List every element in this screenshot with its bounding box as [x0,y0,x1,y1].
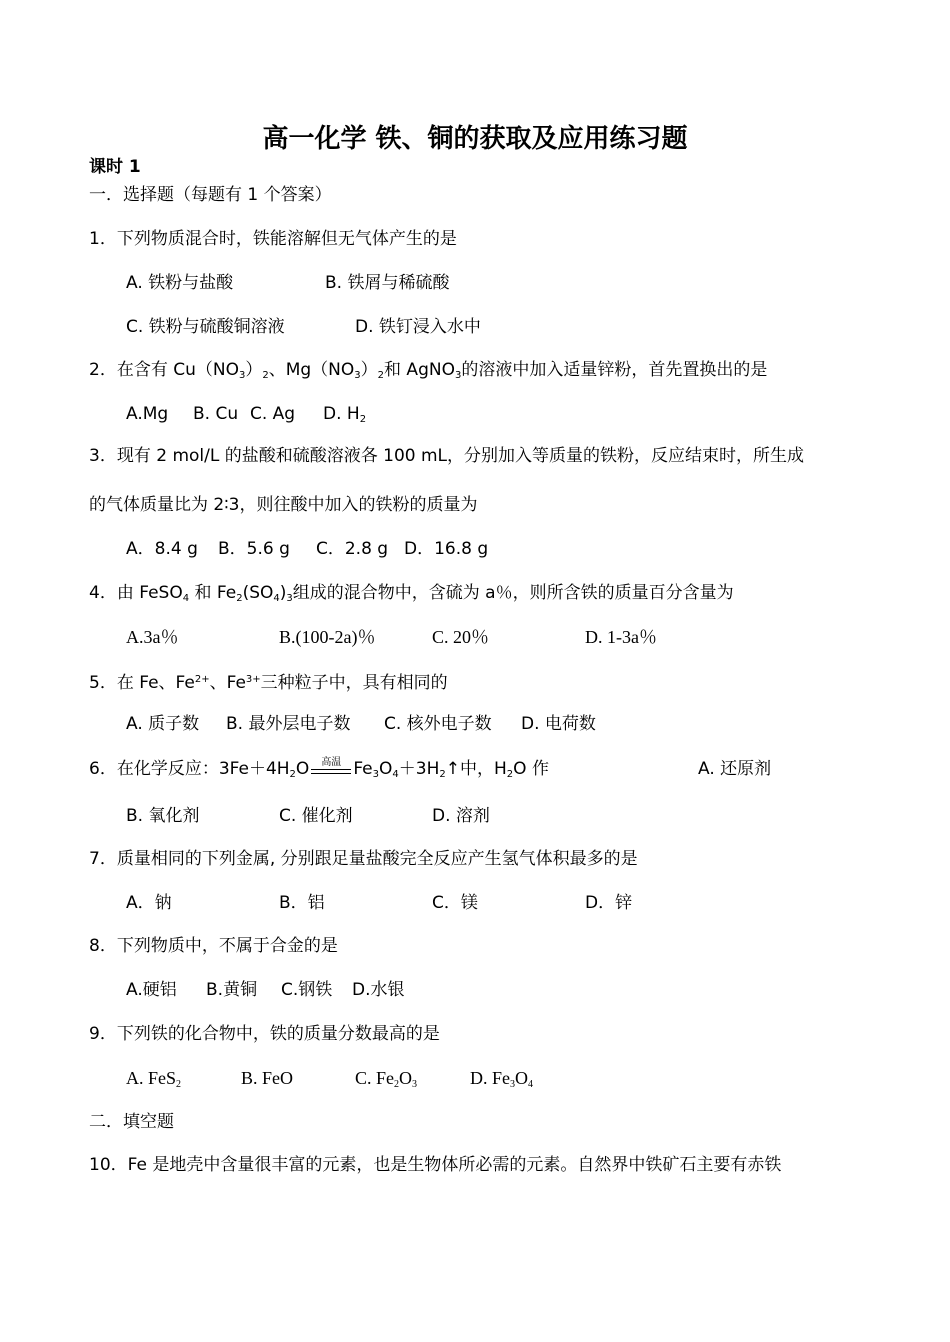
question-4-option-b: B.(100-2a)％ [279,627,376,647]
question-4-option-d: D. 1-3a％ [585,627,657,647]
question-6-option-a: A. 还原剂 [698,759,772,779]
question-2-option-d: D. $H_2$ [323,404,367,425]
question-9-option-c: C. $Fe_2O_3$ [355,1068,418,1090]
question-7-option-d: D．锌 [585,893,633,913]
question-3-option-c: C．2.8 g [316,539,389,559]
question-1-option-b: B. 铁屑与稀硫酸 [325,273,450,293]
reaction-condition-arrow: 高温 [309,760,353,778]
question-7-option-c: C．镁 [432,893,478,913]
question-5-option-c: C. 核外电子数 [384,714,492,734]
question-1-stem: 1．下列物质混合时，铁能溶解但无气体产生的是 [89,229,457,249]
question-7-stem: 7．质量相同的下列金属, 分别跟足量盐酸完全反应产生氢气体积最多的是 [89,849,638,869]
question-9-stem: 9．下列铁的化合物中，铁的质量分数最高的是 [89,1024,440,1044]
question-4-option-a: A.3a％ [126,627,179,647]
question-5-option-d: D. 电荷数 [521,714,596,734]
section-heading-fill: 二．填空题 [89,1112,174,1132]
question-1-option-c: C. 铁粉与硫酸铜溶液 [126,317,285,337]
question-4-option-c: C. 20％ [432,627,490,647]
question-8-option-a: A.硬铝 [126,980,177,1000]
question-5-stem: 5．在 Fe、$Fe^{2+}$、$Fe^{3+}$三种粒子中，具有相同的 [89,673,448,693]
question-2-option-a: A.Mg [126,404,169,424]
question-9-option-b: B. FeO [241,1068,294,1088]
question-3-stem-line2: 的气体质量比为 2∶3，则往酸中加入的铁粉的质量为 [89,495,478,515]
question-8-option-b: B.黄铜 [206,980,258,1000]
question-1-option-d: D. 铁钉浸入水中 [355,317,481,337]
question-1-option-a: A. 铁粉与盐酸 [126,273,234,293]
lesson-label: 课时 1 [89,157,141,177]
question-2-option-c: C. Ag [250,404,296,424]
question-9-option-d: D. $Fe_3O_4$ [470,1068,533,1090]
question-8-option-d: D.水银 [352,980,405,1000]
question-6-option-d: D. 溶剂 [432,806,490,826]
question-3-option-b: B．5.6 g [218,539,290,559]
question-6-option-b: B. 氧化剂 [126,806,200,826]
question-6-stem: 6．在化学反应：$3Fe+4H_2O$ 高温 $Fe_3O_4+3H_2↑$中，$H_2O$ 作 [89,757,549,780]
question-10-stem: 10．Fe 是地壳中含量很丰富的元素，也是生物体所必需的元素。自然界中铁矿石主要有赤铁 [89,1155,782,1175]
question-8-option-c: C.钢铁 [281,980,333,1000]
question-3-stem-line1: 3．现有 2 mol/L 的盐酸和硫酸溶液各 100 mL，分别加入等质量的铁粉，反应结束时，所生成 [89,446,805,466]
question-7-option-a: A．钠 [126,893,172,913]
question-3-option-d: D．16.8 g [404,539,489,559]
question-9-option-a: A. FeS$_2$ [126,1068,182,1090]
page-title: 高一化学 铁、铜的获取及应用练习题 [262,124,688,154]
question-4-stem: 4．由 FeSO$_4$ 和 $Fe_2(SO_4)_3$组成的混合物中，含硫为 a％，则所含铁的质量百分含量为 [89,583,734,604]
question-2-stem: 2．在含有 $Cu(NO_3)_2$、$Mg(NO_3)_2$和 AgNO$_3$的溶液中加入适量锌粉，首先置换出的是 [89,360,768,381]
question-5-option-b: B. 最外层电子数 [226,714,351,734]
section-heading-choice: 一．选择题（每题有 1 个答案） [89,185,332,205]
question-6-option-c: C. 催化剂 [279,806,353,826]
question-5-option-a: A. 质子数 [126,714,200,734]
question-8-stem: 8．下列物质中，不属于合金的是 [89,936,338,956]
question-7-option-b: B．铝 [279,893,325,913]
question-3-option-a: A．8.4 g [126,539,198,559]
question-2-option-b: B. Cu [193,404,239,424]
